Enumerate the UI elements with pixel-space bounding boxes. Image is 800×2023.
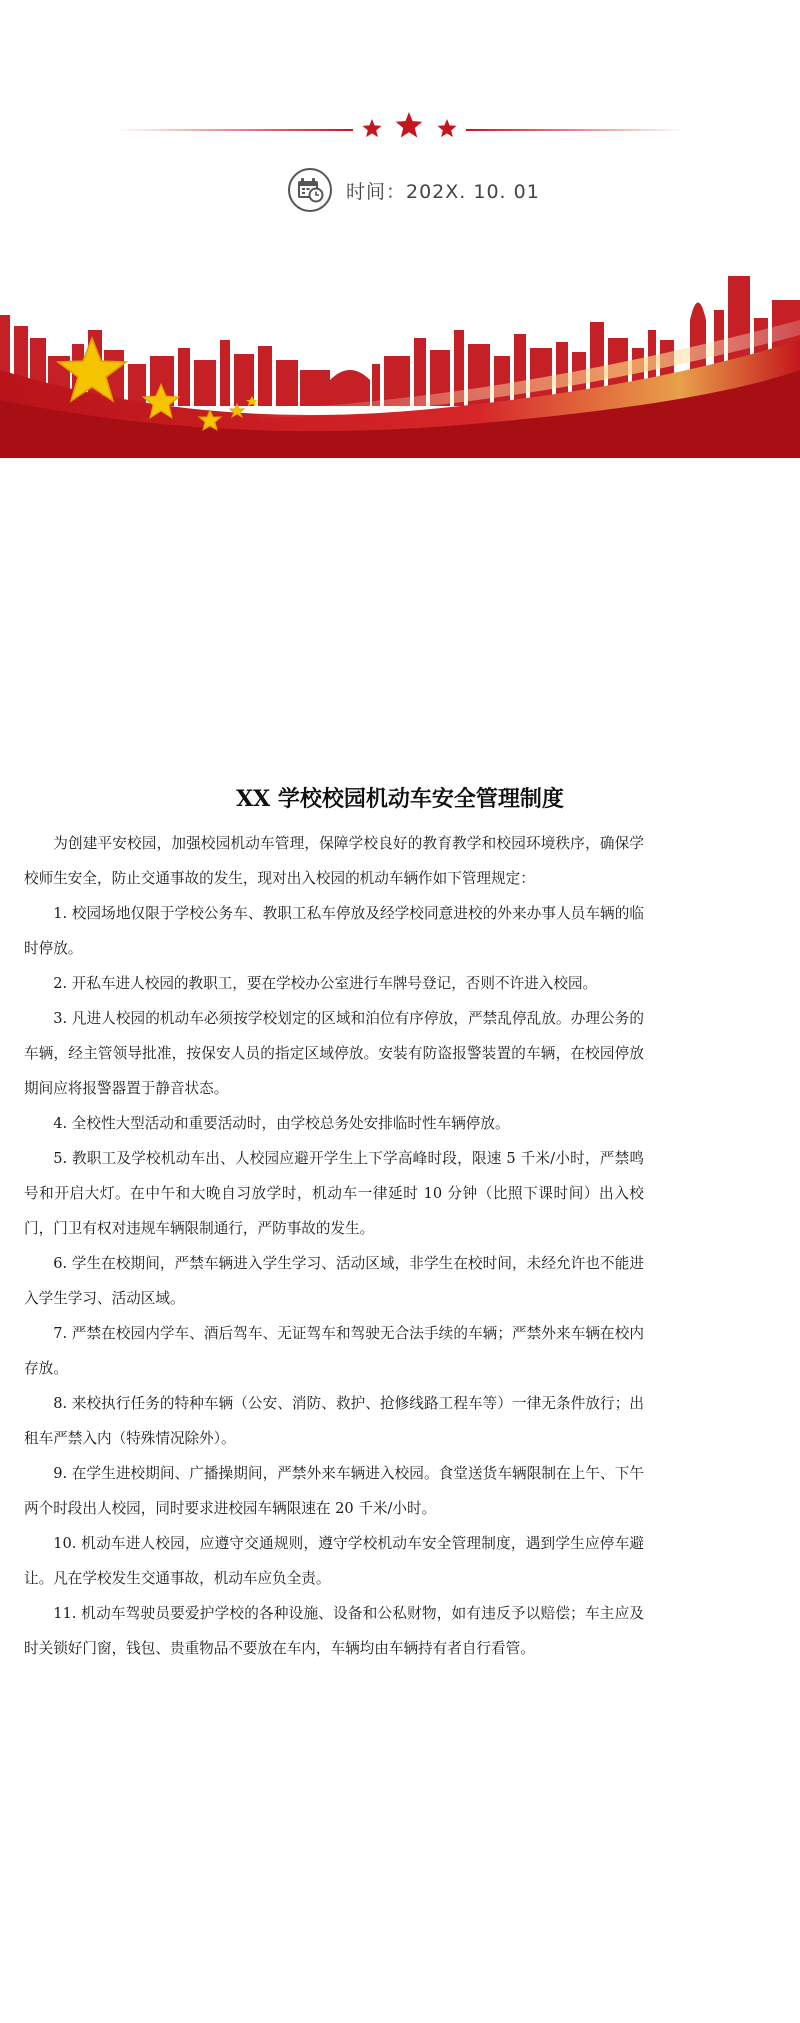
paragraph-rule-5: 5. 教职工及学校机动车出、人校园应避开学生上下学高峰时段，限速 5 千米/小时，严禁鸣号和开启大灯。在中午和大晚自习放学时，机动车一律延时 10 分钟（比照下课时间）出入校门，门卫有权对违规车辆限制通行，严防事故的发生。 [24, 1150, 644, 1237]
date-label: 时间：202X. 10. 01 [346, 180, 540, 203]
paragraph-rule-9: 9. 在学生进校期间、广播操期间，严禁外来车辆进入校园。食堂送货车辆限制在上午、下午两个时段出人校园，同时要求进校园车辆限速在 20 千米/小时。 [24, 1465, 644, 1517]
document-body [24, 826, 644, 1666]
date-row [288, 166, 540, 214]
paragraph-rule-4: 4. 全校性大型活动和重要活动时，由学校总务处安排临时性车辆停放。 [53, 1115, 510, 1132]
calendar-clock-icon [288, 168, 332, 212]
paragraph-rule-3: 3. 凡进人校园的机动车必须按学校划定的区域和泊位有序停放，严禁乱停乱放。办理公务的车辆，经主管领导批准，按保安人员的指定区域停放。安装有防盗报警装置的车辆，在校园停放期间应将报警器置于静音状态。 [24, 1010, 644, 1097]
paragraph-rule-7: 7. 严禁在校园内学车、酒后驾车、无证驾车和驾驶无合法手续的车辆；严禁外来车辆在校内存放。 [24, 1325, 644, 1377]
paragraph-rule-8: 8. 来校执行任务的特种车辆（公安、消防、救护、抢修线路工程车等）一律无条件放行；出租车严禁入内（特殊情况除外）。 [24, 1395, 644, 1447]
three-stars-icon [0, 110, 800, 150]
paragraph-intro: 为创建平安校园，加强校园机动车管理，保障学校良好的教育教学和校园环境秩序，确保学校师生安全，防止交通事故的发生，现对出入校园的机动车辆作如下管理规定： [24, 835, 644, 887]
paragraph-rule-10: 10. 机动车进人校园，应遵守交通规则，遵守学校机动车安全管理制度，遇到学生应停车避让。凡在学校发生交通事故，机动车应负全责。 [24, 1535, 644, 1587]
document-title: XX 学校校园机动车安全管理制度 [236, 786, 564, 812]
paragraph-rule-11: 11. 机动车驾驶员要爱护学校的各种设施、设备和公私财物，如有违反予以赔偿；车主应及时关锁好门窗，钱包、贵重物品不要放在车内，车辆均由车辆持有者自行看管。 [24, 1605, 644, 1657]
paragraph-rule-6: 6. 学生在校期间，严禁车辆进入学生学习、活动区域，非学生在校时间，未经允许也不能进入学生学习、活动区域。 [24, 1255, 644, 1307]
paragraph-rule-2: 2. 开私车进人校园的教职工，要在学校办公室进行车牌号登记，否则不许进入校园。 [53, 975, 598, 992]
city-skyline-flag-banner [0, 260, 800, 458]
paragraph-rule-1: 1. 校园场地仅限于学校公务车、教职工私车停放及经学校同意进校的外来办事人员车辆的临时停放。 [24, 905, 644, 957]
